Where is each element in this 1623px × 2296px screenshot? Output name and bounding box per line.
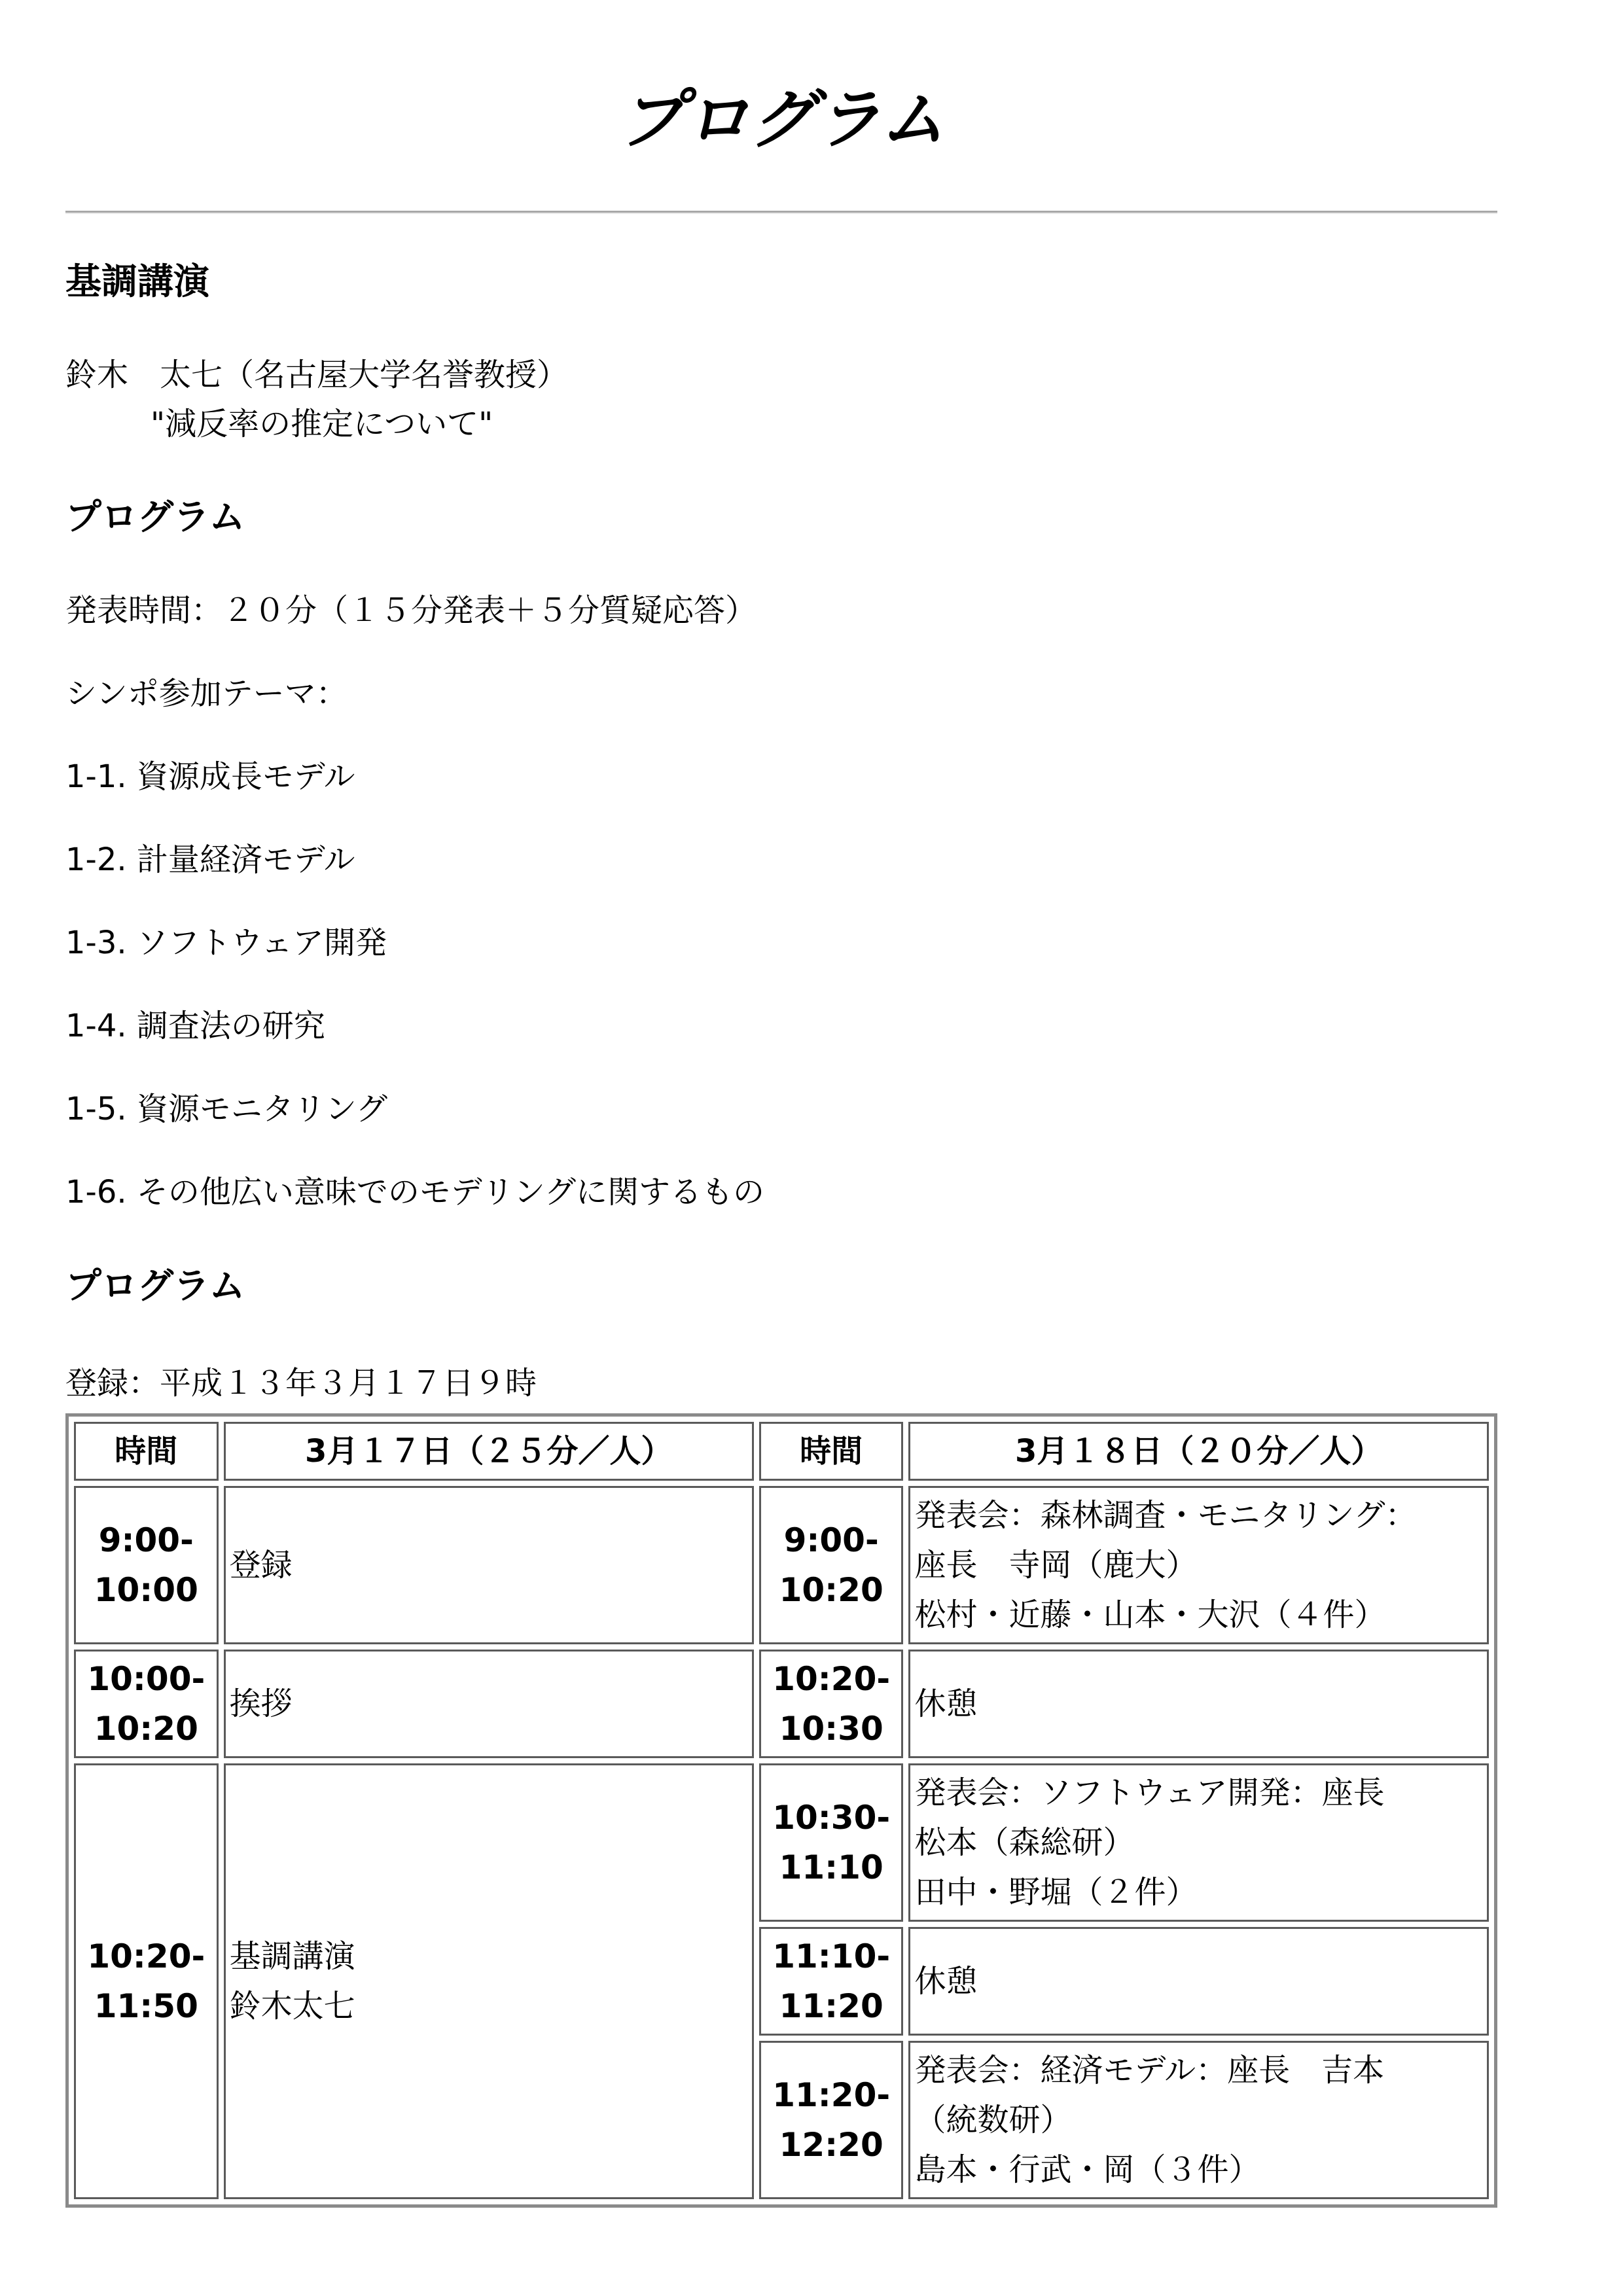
theme-item: 1-5. 資源モニタリング: [65, 1091, 387, 1127]
header-time-day1: 時間: [74, 1422, 219, 1481]
theme-item: 1-2. 計量経済モデル: [65, 841, 355, 878]
theme-label: シンポ参加テーマ：: [65, 675, 348, 712]
keynote-heading: 基調講演: [65, 260, 210, 302]
session-cell: 基調講演 鈴木太七: [224, 1763, 754, 2199]
session-cell: 休憩: [908, 1927, 1489, 2036]
time-cell: 10:30- 11:10: [759, 1763, 904, 1922]
time-cell: 9:00- 10:20: [759, 1486, 904, 1644]
time-cell: 10:00- 10:20: [74, 1650, 219, 1758]
time-cell: 10:20- 11:50: [74, 1763, 219, 2199]
time-cell: 11:20- 12:20: [759, 2041, 904, 2199]
time-cell: 11:10- 11:20: [759, 1927, 904, 2036]
theme-item: 1-3. ソフトウェア開発: [65, 925, 387, 961]
theme-item: 1-4. 調査法の研究: [65, 1008, 325, 1044]
session-cell: 発表会：経済モデル：座長 吉本 （統数研） 島本・行武・岡（３件）: [908, 2041, 1489, 2199]
table-row: [74, 1650, 1489, 1758]
keynote-talk-title: "減反率の推定について": [151, 406, 493, 442]
keynote-speaker: 鈴木 太七（名古屋大学名誉教授）: [65, 357, 569, 393]
header-day1: 3月１７日（２５分／人）: [224, 1422, 754, 1481]
table-row: [74, 1486, 1489, 1644]
registration-note: 登録：平成１３年３月１７日９時: [65, 1365, 537, 1402]
table-header-row: [74, 1422, 1489, 1481]
page-title: プログラム: [618, 81, 946, 158]
program-heading: プログラム: [65, 496, 245, 538]
schedule-heading: プログラム: [65, 1265, 245, 1307]
horizontal-rule: [65, 211, 1497, 214]
session-cell: 発表会：森林調査・モニタリング： 座長 寺岡（鹿大） 松村・近藤・山本・大沢（４件）: [908, 1486, 1489, 1644]
session-cell: 休憩: [908, 1650, 1489, 1758]
session-cell: 発表会：ソフトウェア開発：座長 松本（森総研） 田中・野堀（２件）: [908, 1763, 1489, 1922]
header-day2: 3月１８日（２０分／人）: [908, 1422, 1489, 1481]
header-time-day2: 時間: [759, 1422, 904, 1481]
table-row: [74, 1763, 1489, 1922]
time-cell: 9:00- 10:00: [74, 1486, 219, 1644]
schedule-table: [65, 1413, 1497, 2208]
theme-item: 1-1. 資源成長モデル: [65, 758, 355, 795]
session-cell: 挨拶: [224, 1650, 754, 1758]
time-cell: 10:20- 10:30: [759, 1650, 904, 1758]
presentation-time: 発表時間：２０分（１５分発表＋５分質疑応答）: [65, 592, 757, 629]
theme-item: 1-6. その他広い意味でのモデリングに関するもの: [65, 1174, 764, 1210]
session-cell: 登録: [224, 1486, 754, 1644]
